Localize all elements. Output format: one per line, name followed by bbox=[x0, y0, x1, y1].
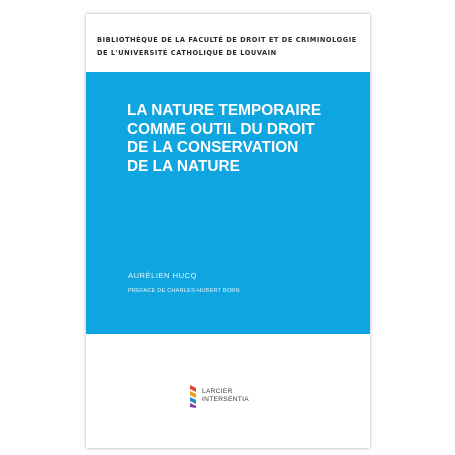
logo-stroke-red bbox=[190, 385, 196, 392]
author-name: AURÉLIEN HUCQ bbox=[128, 271, 197, 280]
book-title bbox=[127, 102, 367, 176]
title-line-2: COMME OUTIL DU DROIT bbox=[127, 120, 315, 138]
book-cover bbox=[86, 14, 370, 448]
title-band bbox=[86, 72, 370, 334]
publisher-line-1: LARCIER bbox=[202, 387, 233, 395]
series-line-1: BIBLIOTHÈQUE DE LA FACULTÉ DE DROIT ET DE CRIMINOLOGIE bbox=[97, 36, 357, 44]
series-line-2: DE L'UNIVERSITÉ CATHOLIQUE DE LOUVAIN bbox=[97, 49, 277, 57]
title-line-1: LA NATURE TEMPORAIRE bbox=[127, 102, 322, 119]
logo-stroke-orange bbox=[190, 391, 196, 398]
title-line-4: DE LA NATURE bbox=[127, 157, 240, 175]
larcier-intersentia-logo-icon bbox=[188, 383, 198, 409]
series-title bbox=[97, 34, 365, 60]
publisher-block bbox=[188, 383, 249, 409]
publisher-name bbox=[202, 388, 249, 405]
logo-stroke-purple bbox=[190, 403, 196, 408]
logo-stroke-blue bbox=[190, 397, 196, 404]
preface-credit: PRÉFACE DE CHARLES-HUBERT BORN bbox=[128, 288, 240, 294]
title-line-3: DE LA CONSERVATION bbox=[127, 139, 299, 156]
publisher-line-2: INTERSENTIA bbox=[202, 396, 249, 403]
